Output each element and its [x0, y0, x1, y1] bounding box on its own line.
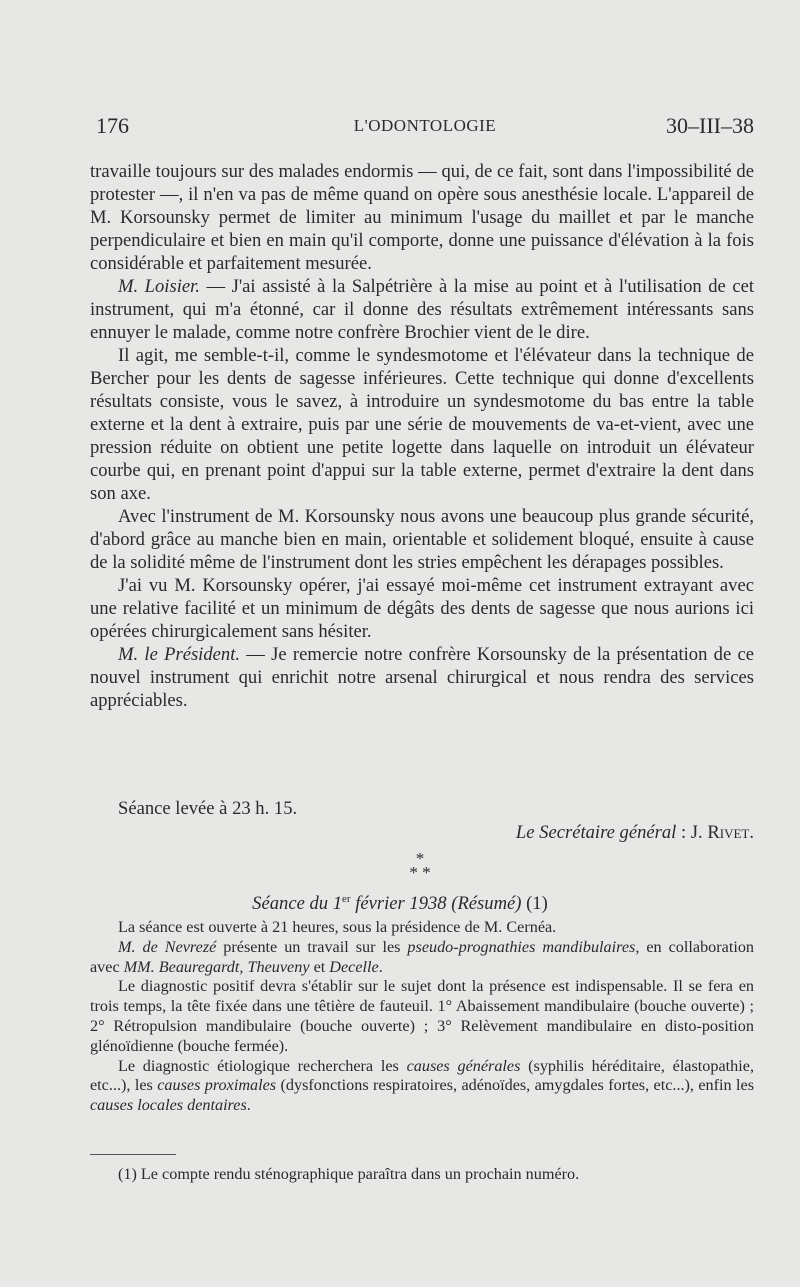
- asterism-separator: * * *: [409, 849, 431, 882]
- journal-title: L'ODONTOLOGIE: [353, 116, 497, 135]
- issue-date: 30–III–38: [666, 113, 754, 138]
- paragraph: Avec l'instrument de M. Korsounsky nous avons une beaucoup plus grande sécurité, d'abord grâce au manche bien en main, orientable et solidement bloqué, ensuite à cause de la solidité même de l'instrument dont les stries empêchent les dérapages possibles.: [90, 506, 754, 573]
- paragraph: M. Loisier. — J'ai assisté à la Salpétrière à la mise au point et à l'utilisation de cet instrument, qui m'a étonné, car il donne des résultats extrêmement intéressants sans ennuyer le malade, comme notre confrère Brochier vient de le dire.: [90, 276, 754, 343]
- summary-text: [90, 918, 754, 1116]
- paragraph: Le diagnostic étiologique recherchera les causes générales (syphilis héréditaire, élastopathie, etc...), les causes proximales (dysfonctions respiratoires, adénoïdes, amygdales fortes, etc...), enfin les causes locales dentaires.: [90, 1056, 754, 1115]
- paragraph: M. de Nevrezé présente un travail sur les pseudo-prognathies mandibulaires, en collaboration avec MM. Beauregardt, Theuveny et Decelle.: [90, 937, 755, 976]
- signature-line: Le Secrétaire général : J. Rivet.: [515, 822, 754, 843]
- secretary-name: Rivet.: [707, 822, 754, 843]
- paragraph: Il agit, me semble-t-il, comme le syndesmotome et l'élévateur dans la technique de Bercher pour les dents de sagesse inférieures. Cette technique qui donne d'excellents résultats consiste, vous le savez, à introduire un syndesmotome du bas entre la table externe et la dent à extraire, puis par une série de mouvements de va-et-vient, avec une pression réduite on obtient une petite logette dans laquelle on introduit un élévateur courbe qui, en prenant point d'appui sur la table externe, permet d'extraire la dent dans son axe.: [90, 345, 754, 504]
- paragraph: J'ai vu M. Korsounsky opérer, j'ai essayé moi-même cet instrument extrayant avec une relative facilité et un minimum de dégâts des dents de sagesse que nous aurions ici opérées chirurgicalement sans hésiter.: [90, 575, 754, 642]
- paragraph: La séance est ouverte à 21 heures, sous la présidence de M. Cernéa.: [118, 918, 557, 936]
- footnote: (1) Le compte rendu sténographique paraîtra dans un prochain numéro.: [118, 1165, 580, 1183]
- session-closed-line: Séance levée à 23 h. 15.: [118, 798, 298, 819]
- paragraph: travaille toujours sur des malades endormis — qui, de ce fait, sont dans l'impossibilité de protester —, il n'en va pas de même quand on opère sous anesthésie locale. L'appareil de M. Korsounsky permet de limiter au minimum l'usage du maillet et par le manche perpendiculaire et bien en main qu'il comporte, donne une puissance d'élévation à la fois considérable et parfaitement mesurée.: [90, 161, 754, 274]
- paragraph: M. le Président. — Je remercie notre confrère Korsounsky de la présentation de ce nouvel instrument qui enrichit notre arsenal chirurgical et nous rendra des services appréciables.: [90, 644, 755, 711]
- paragraph: Le diagnostic positif devra s'établir sur le sujet dont la présence est indispensable. Il se fera en trois temps, la tête fixée dans une têtière de fauteuil. 1° Abaissement mandibulaire (bouche ouverte) ; 2° Rétropulsion mandibulaire (bouche ouverte) ; 3° Relèvement mandibulaire en disto-position glénoïdienne (bouche fermée).: [90, 977, 754, 1055]
- speaker-name: M. Loisier.: [118, 276, 200, 297]
- running-header: [96, 113, 754, 143]
- speaker-name: M. le Président.: [118, 644, 241, 665]
- section-title: Séance du 1er février 1938 (Résumé) (1): [252, 893, 548, 915]
- page-number: 176: [96, 113, 129, 138]
- footnote-rule: [90, 1154, 176, 1155]
- discussion-text: [90, 160, 754, 712]
- footnote-ref: (1): [521, 893, 548, 915]
